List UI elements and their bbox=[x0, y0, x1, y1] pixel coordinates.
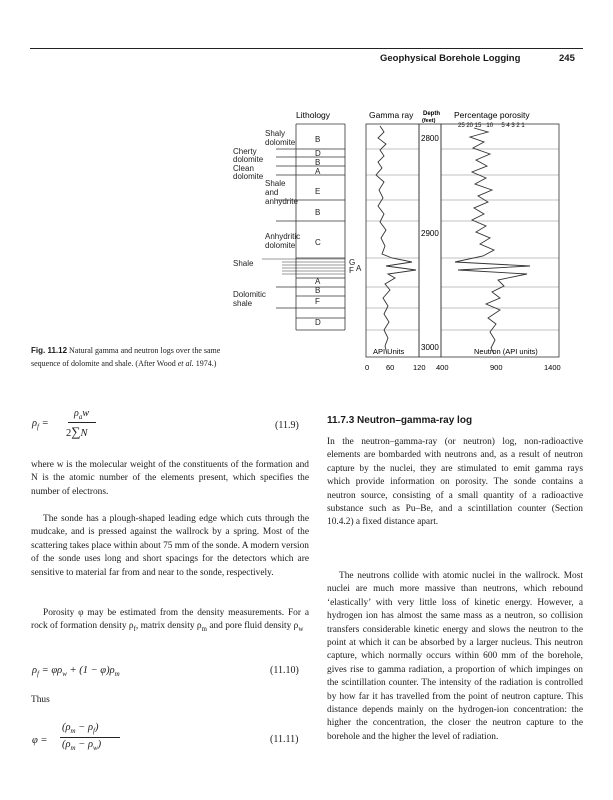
lithology-title: Lithology bbox=[296, 110, 331, 120]
eq10-body: $\rho_f = \varphi\rho_w + (1 - \varphi)\rho_m$ bbox=[32, 665, 120, 679]
zone-letter: C bbox=[315, 238, 321, 247]
zone-letter: B bbox=[315, 286, 321, 295]
eq11-fraction-bar bbox=[60, 737, 120, 738]
neutron-axis-tick: 400 bbox=[436, 363, 449, 372]
neutron-axis-tick: 900 bbox=[490, 363, 503, 372]
paragraph-left-3: Porosity φ may be estimated from the density measurements. For a rock of formation density $\rho_f$, matrix density $\rho_m$ and pore fluid density $\rho_w$ bbox=[31, 608, 309, 634]
thus-text: Thus bbox=[31, 695, 50, 705]
eq9-number: (11.9) bbox=[275, 420, 299, 431]
depth-unit: (feet) bbox=[422, 118, 436, 124]
paragraph-left-1: where w is the molecular weight of the constituents of the formation and N is the atomic number of the elements present, which specifies the number of electrons. bbox=[31, 460, 309, 497]
eq9-lhs: $\rho_f$ = bbox=[32, 418, 49, 432]
eq9-numerator: $\rho_aw$ bbox=[74, 408, 89, 421]
gamma-axis-tick: 60 bbox=[386, 363, 395, 372]
rock-label: Shaly bbox=[265, 129, 286, 138]
gamma-axis-tick: 0 bbox=[365, 363, 370, 372]
neutron-track bbox=[441, 124, 559, 357]
caption-year: 1974.) bbox=[195, 359, 217, 368]
eq10-number: (11.10) bbox=[270, 665, 299, 676]
zone-letter: D bbox=[315, 149, 321, 158]
page-number: 245 bbox=[559, 53, 575, 64]
section-heading: 11.7.3 Neutron–gamma-ray log bbox=[327, 415, 473, 426]
neutron-curve bbox=[455, 128, 530, 354]
zone-letter: A bbox=[315, 167, 321, 176]
caption-text: Natural gamma and neutron logs over the same sequence of dolomite and shale. (After Wood bbox=[31, 346, 221, 368]
zone-letter: A bbox=[315, 277, 321, 286]
rock-label: dolomite bbox=[233, 172, 264, 181]
zone-letter: F bbox=[349, 266, 354, 275]
zone-letter: A bbox=[356, 264, 362, 273]
zone-letter: G bbox=[349, 258, 356, 267]
rock-label: Shale bbox=[233, 259, 254, 268]
rock-label: anhydrite bbox=[265, 197, 298, 206]
eq11-number: (11.11) bbox=[270, 734, 299, 745]
eq11-denominator: $(\rho_m - \rho_w)$ bbox=[62, 739, 102, 753]
shale-band bbox=[262, 259, 345, 274]
caption-etal: et al. bbox=[177, 359, 194, 368]
gamma-title: Gamma ray bbox=[369, 110, 414, 120]
paragraph-right-2: The neutrons collide with atomic nuclei in the wallrock. Most nuclei are much more massive than neutrons, which rebound ‘elastically’ with very little loss of kinetic energy. However, a hydrogen ion has almost the same mass as a neutron, so collision transfers considerable kinetic energy and slows the neutron to the point at which it can be absorbed by a larger nucleus. This neutron capture, which normally occurs within 600 mm of the borehole, gives rise to gamma radiation, a proportion of which impinges on the scintillation counter. The intensity of the radiation is controlled by how far it has travelled from the point of neutron capture. This distance depends mainly on the hydrogen-ion concentration: the higher the concentration, the closer the neutron capture to the borehole and the higher the level of radiation. bbox=[327, 571, 583, 742]
paragraph-left-2: The sonde has a plough-shaped leading edge which cuts through the mudcake, and is pressed against the wallrock by a spring. Most of the scattering takes place within about 75 mm of the sonde. A modern version of the sonde uses long and short spacings for the detectors which are sensitive to material far from and near to the sonde, respectively. bbox=[31, 514, 309, 578]
gamma-axis-tick: 120 bbox=[413, 363, 426, 372]
zone-letter: F bbox=[315, 297, 320, 306]
zone-letter: B bbox=[315, 158, 321, 167]
rock-label: Clean bbox=[233, 164, 254, 173]
gamma-ray-track bbox=[366, 124, 419, 357]
depth-title: Depth bbox=[423, 111, 440, 117]
rock-label: dolomite bbox=[233, 155, 264, 164]
eq9-denominator: 2∑N bbox=[66, 424, 88, 439]
neutron-axis-tick: 1400 bbox=[544, 363, 561, 372]
gamma-ray-curve bbox=[376, 126, 416, 354]
depth-label: 2800 bbox=[421, 134, 439, 143]
depth-label: 3000 bbox=[421, 343, 439, 352]
depth-label: 2900 bbox=[421, 229, 439, 238]
zone-letter: D bbox=[315, 318, 321, 327]
rock-label: Shale bbox=[265, 179, 286, 188]
rock-label: Anhydritic bbox=[265, 232, 301, 241]
rock-label: Dolomitic bbox=[233, 290, 266, 299]
eq11-numerator: $(\rho_m - \rho_f)$ bbox=[62, 722, 99, 736]
figure-label: Fig. 11.12 bbox=[31, 346, 68, 355]
neutron-units: Neutron (API units) bbox=[474, 347, 538, 356]
eq9-fraction-bar bbox=[68, 422, 96, 423]
porosity-title: Percentage porosity bbox=[454, 110, 530, 120]
depth-track bbox=[419, 124, 441, 357]
lithology-column bbox=[276, 124, 345, 330]
zone-letter: E bbox=[315, 187, 321, 196]
gamma-units: API Units bbox=[373, 347, 405, 356]
running-head: Geophysical Borehole Logging bbox=[380, 53, 521, 64]
rock-label: shale bbox=[233, 299, 253, 308]
figure-caption bbox=[31, 344, 241, 370]
zone-letter: B bbox=[315, 208, 321, 217]
rock-label: Cherty bbox=[233, 147, 257, 156]
rock-label: dolomite bbox=[265, 241, 296, 250]
paragraph-right-1: In the neutron–gamma-ray (or neutron) log, non-radioactive elements are bombarded with neutrons and, as a result of neutron capture by the nuclei, they are stimulated to emit gamma rays which provide information on porosity. The sonde contains a neutron source, consisting of a small quantity of a radioactive substance such as Pu–Be, and a scintillation counter (Section 10.4.2) a fixed distance apart. bbox=[327, 437, 583, 528]
rock-label: dolomite bbox=[265, 138, 296, 147]
eq11-lhs: φ = bbox=[32, 735, 48, 746]
rock-label: and bbox=[265, 188, 279, 197]
porosity-ticks: 25 20 15 10 5 4 3 2 1 bbox=[458, 123, 525, 129]
zone-letter: B bbox=[315, 135, 321, 144]
figure-11-12 bbox=[0, 0, 613, 390]
